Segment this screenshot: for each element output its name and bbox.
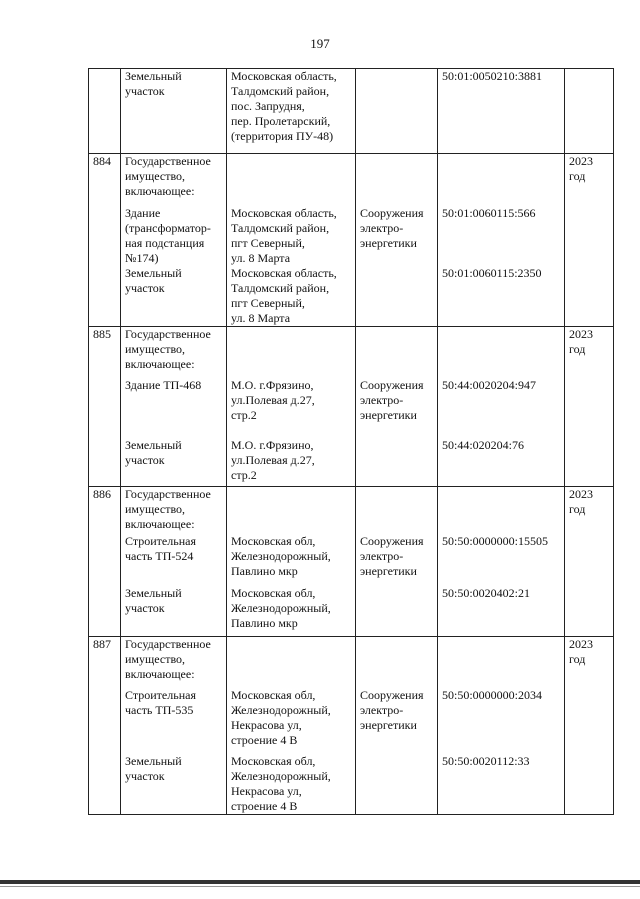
group-title-cell: Государственное имущество, включающее:: [121, 486, 227, 534]
property-name-cell: Земельный участок: [121, 754, 227, 815]
table-row: [89, 754, 614, 815]
property-name-cell: Земельный участок: [121, 586, 227, 636]
purpose-cell: [356, 154, 438, 206]
table-row: [89, 154, 614, 206]
cadastral-number-cell: 50:01:0060115:566: [438, 206, 565, 266]
purpose-cell: Сооружения электро- энергетики: [356, 688, 438, 754]
purpose-cell: [356, 636, 438, 688]
row-number-cell: 884: [89, 154, 121, 327]
row-number-cell: 885: [89, 326, 121, 486]
cadastral-number-cell: 50:01:0060115:2350: [438, 266, 565, 327]
year-cell: [565, 69, 614, 154]
table-row: [89, 266, 614, 327]
property-name-cell: Строительная часть ТП-524: [121, 534, 227, 586]
year-cell: 2023 год: [565, 486, 614, 636]
address-cell: Московская обл, Железнодорожный, Павлино мкр: [227, 586, 356, 636]
table-row: [89, 586, 614, 636]
scan-edge-line-secondary: [0, 886, 640, 887]
group-title-cell: Государственное имущество, включающее:: [121, 326, 227, 378]
cadastral-number-cell: [438, 636, 565, 688]
property-name-cell: Строительная часть ТП-535: [121, 688, 227, 754]
address-cell: М.О. г.Фрязино, ул.Полевая д.27, стр.2: [227, 378, 356, 438]
registry-body: [89, 69, 614, 815]
page-number: 197: [310, 36, 330, 51]
year-cell: 2023 год: [565, 326, 614, 486]
address-cell: Московская обл, Железнодорожный, Некрасова ул, строение 4 В: [227, 754, 356, 815]
table-row: [89, 378, 614, 438]
address-cell: [227, 154, 356, 206]
property-name-cell: Земельный участок: [121, 438, 227, 486]
purpose-cell: [356, 326, 438, 378]
address-cell: Московская обл, Железнодорожный, Павлино мкр: [227, 534, 356, 586]
cadastral-number-cell: 50:50:0000000:2034: [438, 688, 565, 754]
cadastral-number-cell: 50:50:0020402:21: [438, 586, 565, 636]
purpose-cell: Сооружения электро- энергетики: [356, 206, 438, 266]
property-name-cell: Земельный участок: [121, 69, 227, 154]
table-row: [89, 486, 614, 534]
cadastral-number-cell: 50:44:020204:76: [438, 438, 565, 486]
group-title-cell: Государственное имущество, включающее:: [121, 154, 227, 206]
cadastral-number-cell: 50:50:0000000:15505: [438, 534, 565, 586]
address-cell: М.О. г.Фрязино, ул.Полевая д.27, стр.2: [227, 438, 356, 486]
property-name-cell: Земельный участок: [121, 266, 227, 327]
cadastral-number-cell: 50:01:0050210:3881: [438, 69, 565, 154]
address-cell: Московская область, Талдомский район, пгт Северный, ул. 8 Марта: [227, 266, 356, 327]
cadastral-number-cell: [438, 326, 565, 378]
address-cell: [227, 326, 356, 378]
row-number-cell: 886: [89, 486, 121, 636]
table-row: [89, 206, 614, 266]
purpose-cell: Сооружения электро- энергетики: [356, 378, 438, 438]
address-cell: [227, 636, 356, 688]
year-cell: 2023 год: [565, 636, 614, 815]
property-registry-table: [88, 68, 614, 815]
table-row: [89, 534, 614, 586]
purpose-cell: [356, 266, 438, 327]
registry-table-wrapper: [88, 68, 614, 815]
table-row: [89, 69, 614, 154]
table-row: [89, 636, 614, 688]
purpose-cell: Сооружения электро- энергетики: [356, 534, 438, 586]
row-number-cell: [89, 69, 121, 154]
table-row: [89, 688, 614, 754]
address-cell: [227, 486, 356, 534]
address-cell: Московская область, Талдомский район, пгт Северный, ул. 8 Марта: [227, 206, 356, 266]
address-cell: Московская обл, Железнодорожный, Некрасова ул, строение 4 В: [227, 688, 356, 754]
group-title-cell: Государственное имущество, включающее:: [121, 636, 227, 688]
purpose-cell: [356, 438, 438, 486]
property-name-cell: Здание ТП-468: [121, 378, 227, 438]
table-row: [89, 326, 614, 378]
purpose-cell: [356, 754, 438, 815]
purpose-cell: [356, 69, 438, 154]
row-number-cell: 887: [89, 636, 121, 815]
purpose-cell: [356, 586, 438, 636]
cadastral-number-cell: [438, 486, 565, 534]
table-row: [89, 438, 614, 486]
cadastral-number-cell: [438, 154, 565, 206]
purpose-cell: [356, 486, 438, 534]
scan-edge-line: [0, 880, 640, 884]
year-cell: 2023 год: [565, 154, 614, 327]
property-name-cell: Здание (трансформатор- ная подстанция №174): [121, 206, 227, 266]
cadastral-number-cell: 50:44:0020204:947: [438, 378, 565, 438]
address-cell: Московская область, Талдомский район, пос. Запрудня, пер. Пролетарский, (территория ПУ-48): [227, 69, 356, 154]
cadastral-number-cell: 50:50:0020112:33: [438, 754, 565, 815]
